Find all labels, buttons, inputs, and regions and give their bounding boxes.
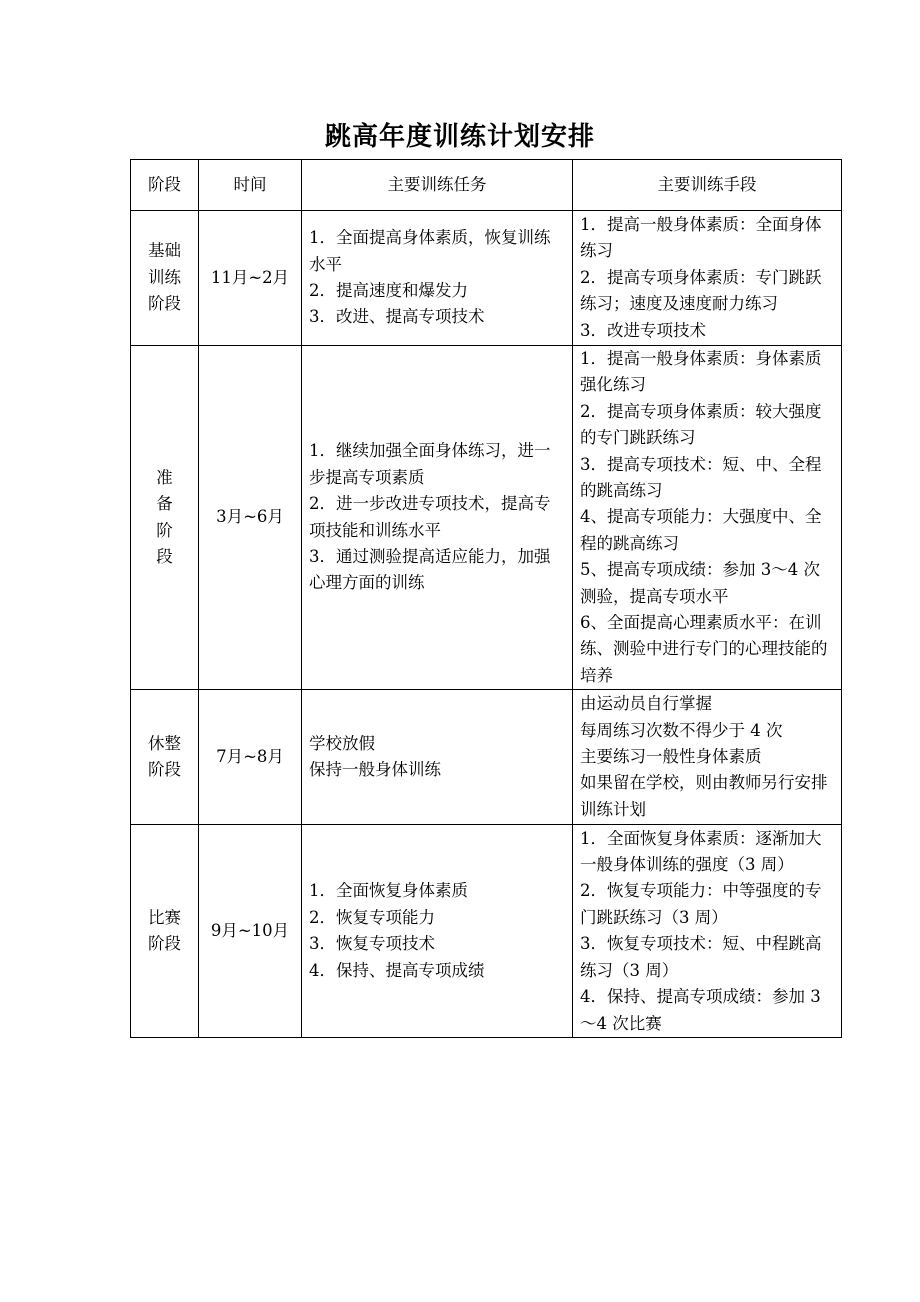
table-row	[131, 690, 842, 825]
means-cell	[573, 825, 842, 1038]
stage-cell	[131, 690, 199, 825]
stage-label: 阶段	[148, 760, 181, 780]
task-item: 1．全面恢复身体素质	[309, 881, 468, 901]
header-tasks: 主要训练任务	[302, 160, 573, 211]
task-item: 2．进一步改进专项技术，提高专项技能和训练水平	[309, 494, 551, 540]
task-item: 3．通过测验提高适应能力，加强心理方面的训练	[309, 547, 551, 593]
table-row	[131, 346, 842, 690]
stage-label: 备	[156, 494, 173, 514]
means-item: 每周练习次数不得少于 4 次	[580, 720, 783, 740]
stage-label: 训练	[148, 267, 181, 287]
means-item: 6、全面提高心理素质水平：在训练、测验中进行专门的心理技能的培养	[580, 613, 828, 685]
table-header-row	[131, 160, 842, 211]
task-item: 4．保持、提高专项成绩	[309, 960, 485, 980]
means-item: 2．恢复专项能力：中等强度的专门跳跃练习（3 周）	[580, 881, 822, 927]
task-item: 1．全面提高身体素质，恢复训练水平	[309, 228, 551, 274]
tasks-cell	[302, 346, 573, 690]
means-item: 3．恢复专项技术：短、中程跳高练习（3 周）	[580, 934, 822, 980]
means-item: 1．全面恢复身体素质：逐渐加大一般身体训练的强度（3 周）	[580, 828, 822, 875]
means-item: 1．提高一般身体素质：全面身体练习	[580, 214, 822, 261]
means-item: 4．保持、提高专项成绩：参加 3～4 次比赛	[580, 987, 821, 1033]
stage-label: 基础	[148, 241, 181, 261]
time-cell: 11月~2月	[199, 211, 302, 346]
header-stage: 阶段	[131, 160, 199, 211]
means-item: 2．提高专项身体素质：专门跳跃练习；速度及速度耐力练习	[580, 267, 822, 314]
stage-label: 段	[156, 547, 173, 567]
table-row	[131, 825, 842, 1038]
means-item: 5、提高专项成绩：参加 3～4 次测验，提高专项水平	[580, 560, 820, 606]
stage-label: 阶段	[148, 294, 181, 314]
stage-label: 阶段	[148, 934, 181, 954]
tasks-cell	[302, 825, 573, 1038]
header-means: 主要训练手段	[573, 160, 842, 211]
table-row	[131, 211, 842, 346]
task-item: 3．改进、提高专项技术	[309, 307, 485, 327]
means-item: 2．提高专项身体素质：较大强度的专门跳跃练习	[580, 401, 822, 448]
stage-label: 阶	[156, 520, 173, 540]
tasks-cell	[302, 690, 573, 825]
stage-cell	[131, 211, 199, 346]
task-item: 1．继续加强全面身体练习，进一步提高专项素质	[309, 441, 551, 487]
task-item: 学校放假	[309, 733, 375, 753]
means-item: 由运动员自行掌握	[580, 694, 712, 714]
task-item: 2．提高速度和爆发力	[309, 281, 468, 300]
means-cell	[573, 346, 842, 690]
means-cell	[573, 690, 842, 825]
means-item: 4、提高专项能力：大强度中、全程的跳高练习	[580, 507, 822, 553]
means-cell	[573, 211, 842, 346]
time-cell: 3月~6月	[199, 346, 302, 690]
stage-cell	[131, 346, 199, 690]
stage-label: 比赛	[148, 907, 181, 927]
stage-label: 准	[156, 467, 173, 487]
task-item: 保持一般身体训练	[309, 760, 441, 780]
page-title: 跳高年度训练计划安排	[324, 122, 595, 152]
task-item: 2．恢复专项能力	[309, 907, 435, 927]
means-item: 如果留在学校，则由教师另行安排训练计划	[580, 773, 828, 819]
means-item: 1．提高一般身体素质：身体素质强化练习	[580, 349, 822, 395]
task-item: 3．恢复专项技术	[309, 934, 435, 954]
header-time: 时间	[199, 160, 302, 211]
time-cell: 9月~10月	[199, 825, 302, 1038]
means-item: 3．改进专项技术	[580, 320, 706, 340]
stage-label: 休整	[148, 733, 181, 753]
means-item: 主要练习一般性身体素质	[580, 747, 762, 767]
stage-cell	[131, 825, 199, 1038]
means-item: 3．提高专项技术：短、中、全程的跳高练习	[580, 454, 822, 501]
time-cell: 7月~8月	[199, 690, 302, 825]
tasks-cell	[302, 211, 573, 346]
training-plan-table	[130, 159, 842, 1038]
